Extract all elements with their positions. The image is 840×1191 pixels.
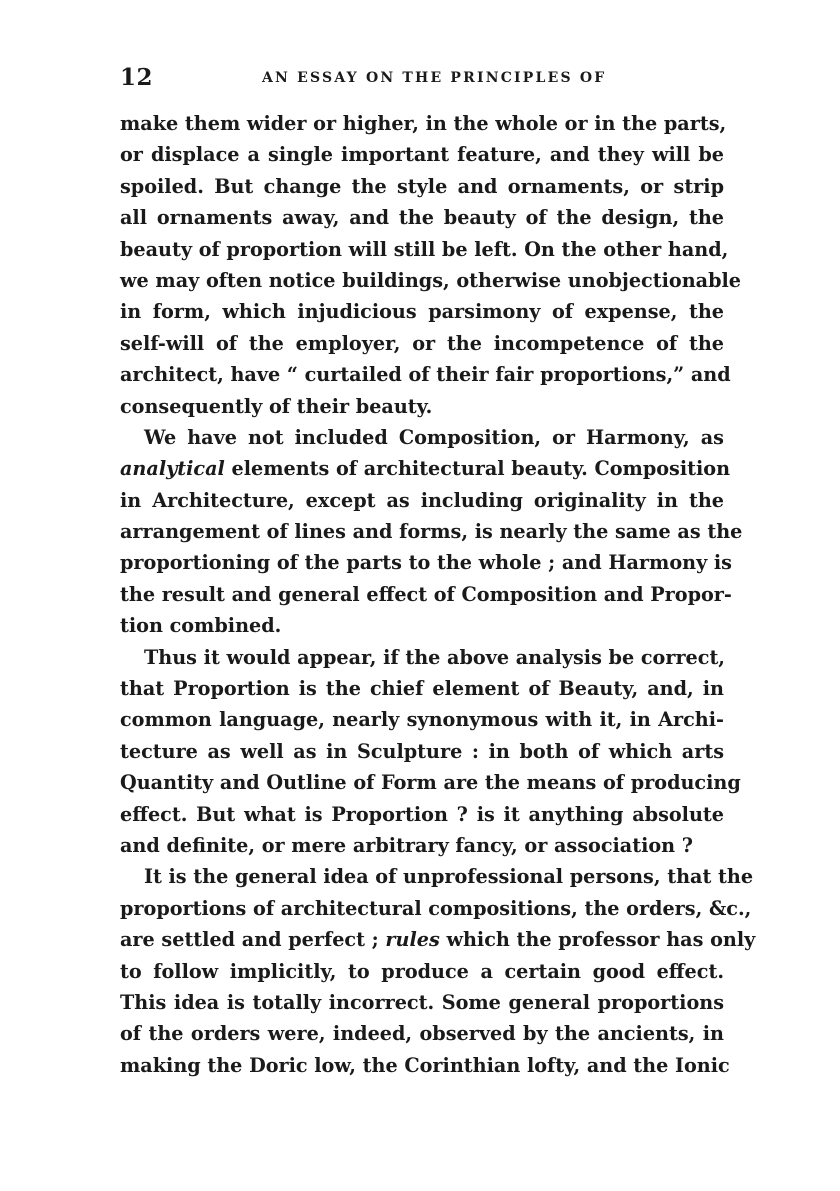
text-line: common language, nearly synonymous with it, in Archi- — [120, 708, 724, 732]
text-line: Quantity and Outline of Form are the means of producing — [120, 771, 741, 795]
italic-word: rules — [385, 928, 440, 952]
text-line: spoiled. But change the style and ornaments, or strip — [120, 174, 724, 198]
page-number: 12 — [120, 64, 154, 91]
text-line: self-will of the employer, or the incompetence of the — [120, 331, 724, 355]
text-fragment: are settled and perfect ; — [120, 928, 386, 952]
text-line: we may often notice buildings, otherwise unobjectionable — [120, 268, 741, 292]
text-line: architect, have “ curtailed of their fair proportions,” and — [120, 363, 731, 387]
text-line: We have not included Composition, or Harmony, as — [144, 425, 724, 449]
text-line — [120, 924, 756, 955]
text-line: in form, which injudicious parsimony of expense, the — [120, 300, 724, 324]
text-line: making the Doric low, the Corinthian lofty, and the Ionic — [120, 1053, 730, 1077]
text-line: proportioning of the parts to the whole ; and Harmony is — [120, 551, 732, 575]
text-line: arrangement of lines and forms, is nearly the same as the — [120, 520, 743, 544]
text-line: proportions of architectural compositions, the orders, &c., — [120, 896, 752, 920]
text-line: This idea is totally incorrect. Some general proportions — [120, 990, 724, 1014]
text-line: of the orders were, indeed, observed by the ancients, in — [120, 1022, 724, 1046]
text-line: tecture as well as in Sculpture : in both of which arts — [120, 739, 724, 763]
text-line: all ornaments away, and the beauty of the design, the — [120, 206, 724, 230]
italic-word: analytical — [120, 457, 225, 481]
text-fragment: which the professor has only — [439, 928, 756, 952]
text-line: that Proportion is the chief element of Beauty, and, in — [120, 677, 724, 701]
text-line: Thus it would appear, if the above analysis be correct, — [144, 645, 725, 669]
text-line: make them wider or higher, in the whole or in the parts, — [120, 112, 727, 135]
page-header — [112, 64, 718, 94]
text-line — [120, 453, 731, 484]
text-line: tion combined. — [120, 614, 282, 638]
text-fragment: elements of architectural beauty. Composition — [224, 457, 731, 481]
text-line: consequently of their beauty. — [120, 394, 433, 418]
text-line: in Architecture, except as including originality in the — [120, 488, 724, 512]
running-head: AN ESSAY ON THE PRINCIPLES OF — [262, 70, 607, 86]
text-line: beauty of proportion will still be left. On the other hand, — [120, 237, 729, 261]
text-line: to follow implicitly, to produce a certain good effect. — [120, 959, 724, 983]
text-line: and definite, or mere arbitrary fancy, or association ? — [120, 833, 694, 857]
body-text — [120, 108, 756, 1081]
text-line: the result and general effect of Composition and Propor- — [120, 582, 732, 606]
text-line: It is the general idea of unprofessional persons, that the — [144, 865, 754, 889]
text-line: effect. But what is Proportion ? is it anything absolute — [120, 802, 724, 826]
text-line: or displace a single important feature, and they will be — [120, 143, 724, 167]
